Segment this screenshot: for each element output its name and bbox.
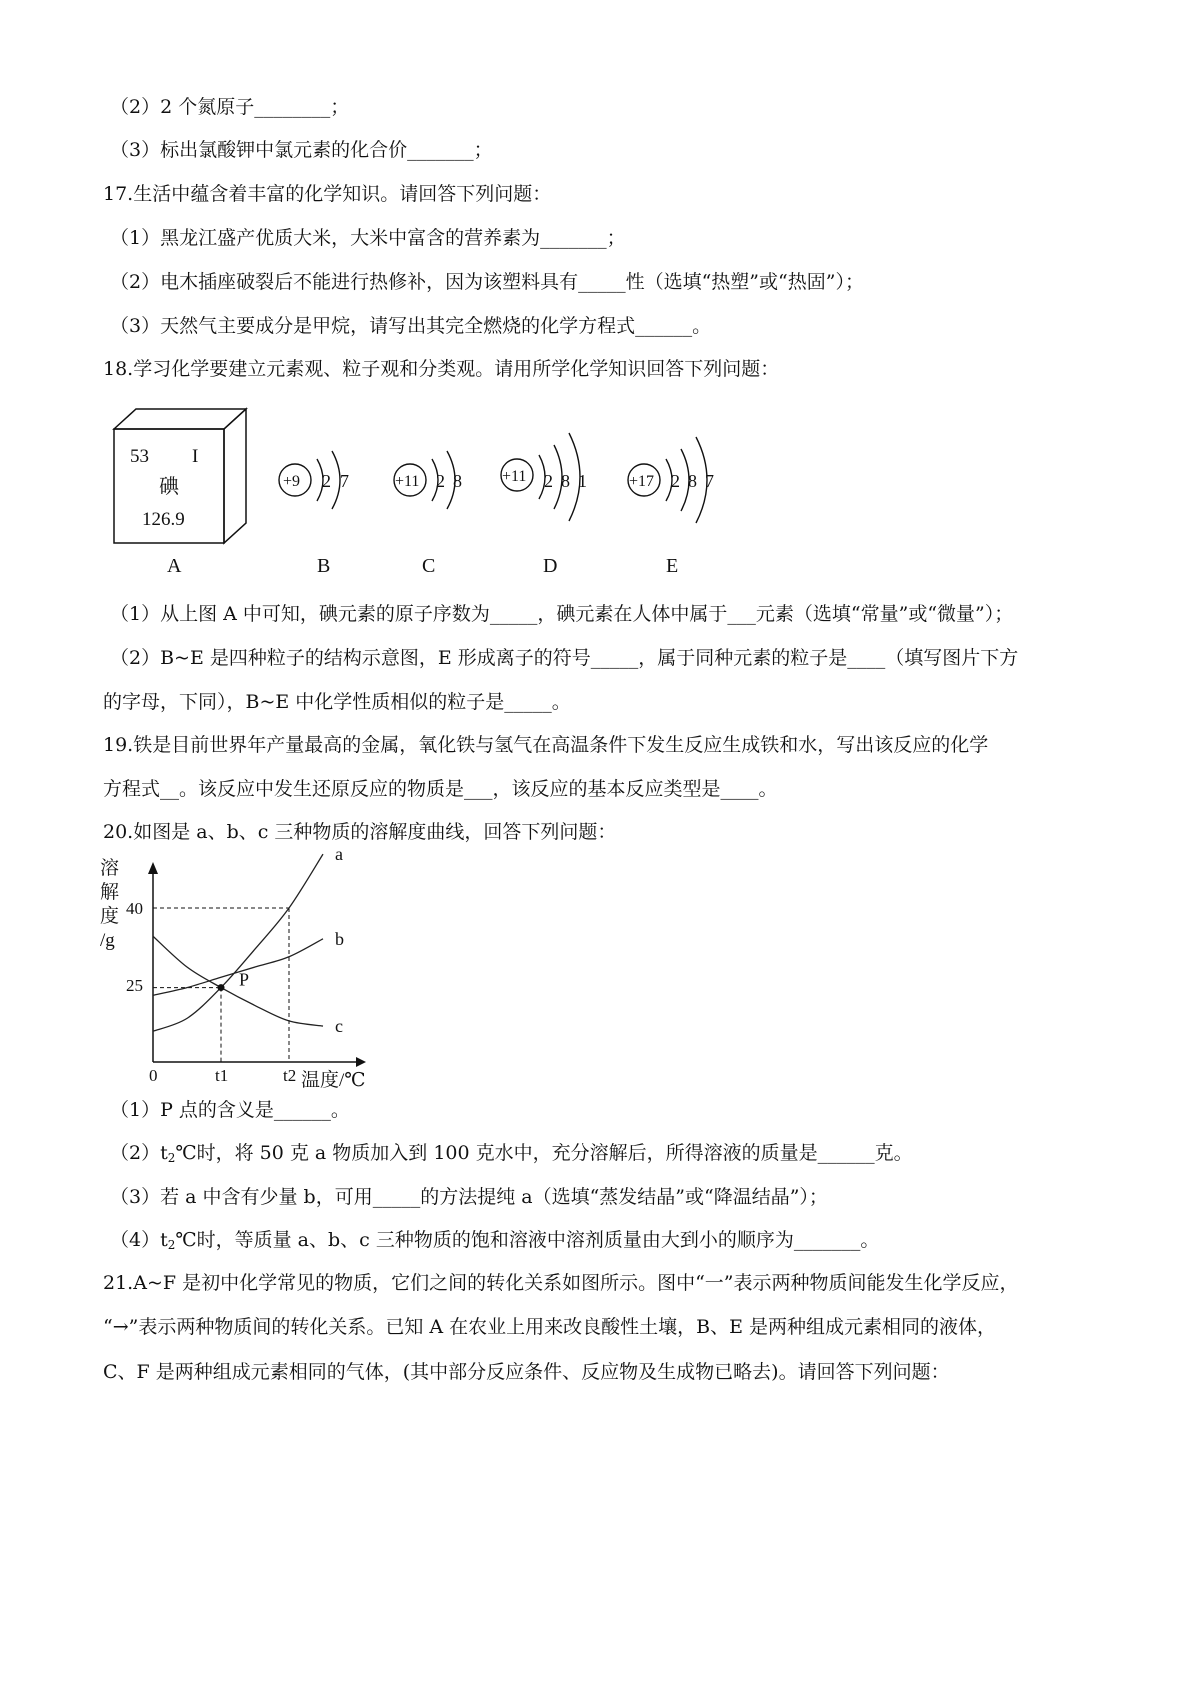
svg-text:7: 7 bbox=[340, 471, 349, 491]
svg-text:+17: +17 bbox=[629, 473, 655, 490]
atom-diagram-c bbox=[394, 451, 462, 509]
curve-label-b: b bbox=[335, 928, 344, 949]
svg-text:2: 2 bbox=[671, 471, 680, 491]
q18-figure bbox=[100, 395, 780, 585]
q18-stem: 18.学习化学要建立元素观、粒子观和分类观。请用所学化学知识回答下列问题： bbox=[103, 358, 780, 380]
y-tick-label: 25 bbox=[126, 976, 143, 995]
q20-part2: $(2)t_2℃$时，将 50 克 a 物质加入到 100 克水中，充分溶解后，所得溶液的质量是______克。 bbox=[110, 1142, 913, 1165]
q21-line2: “→”表示两种物质间的转化关系。已知 A 在农业上用来改良酸性土壤，B、E 是两种组成元素相同的液体， bbox=[103, 1316, 997, 1338]
q17-part2: （2）电木插座破裂后不能进行热修补，因为该塑料具有_____性（选填“热塑”或“热固”）； bbox=[110, 271, 864, 293]
q18-part2-line2: 的字母，下同），B~E 中化学性质相似的粒子是_____。 bbox=[103, 691, 571, 713]
y-axis-label: 度 bbox=[100, 906, 120, 927]
curve-label-c: c bbox=[335, 1016, 343, 1037]
solubility-chart bbox=[98, 850, 398, 1090]
label-b: B bbox=[317, 555, 331, 577]
element-number: 53 bbox=[130, 446, 149, 467]
atom-diagram-e bbox=[628, 437, 714, 523]
element-cell bbox=[114, 409, 246, 543]
curve-c bbox=[153, 936, 323, 1026]
q16-part2: （2）2 个氮原子________； bbox=[110, 96, 350, 118]
y-tick-label: 40 bbox=[126, 899, 143, 918]
svg-text:2: 2 bbox=[436, 471, 445, 491]
curve-label-a: a bbox=[335, 850, 343, 865]
curve-a bbox=[153, 854, 323, 1031]
label-e: E bbox=[666, 555, 679, 577]
svg-text:+11: +11 bbox=[395, 473, 420, 490]
q20-stem: 20.如图是 a、b、c 三种物质的溶解度曲线，回答下列问题： bbox=[103, 821, 617, 843]
y-axis-arrow bbox=[148, 862, 158, 874]
q18-part2-line1: （2）B~E 是四种粒子的结构示意图，E 形成离子的符号_____，属于同种元素的粒子是____（填写图片下方 bbox=[110, 647, 1019, 669]
element-mass: 126.9 bbox=[142, 509, 185, 530]
label-c: C bbox=[422, 555, 436, 577]
x-axis-arrow bbox=[356, 1057, 366, 1067]
svg-text:+9: +9 bbox=[283, 473, 301, 490]
q20-part1: （1）P 点的含义是______。 bbox=[110, 1099, 350, 1121]
q18-part1: （1）从上图 A 中可知，碘元素的原子序数为_____，碘元素在人体中属于___元素（选填“常量”或“微量”）； bbox=[110, 603, 1014, 625]
y-axis-label: 溶 bbox=[100, 858, 120, 879]
svg-text:2: 2 bbox=[322, 471, 331, 491]
q20-part3: （3）若 a 中含有少量 b，可用_____的方法提纯 a（选填“蒸发结晶”或“降温结晶”）； bbox=[110, 1186, 828, 1208]
svg-text:1: 1 bbox=[578, 471, 587, 491]
svg-text:8: 8 bbox=[688, 471, 697, 491]
curve-b bbox=[153, 939, 323, 995]
x-tick-label: t1 bbox=[215, 1066, 229, 1085]
svg-text:+11: +11 bbox=[502, 468, 527, 485]
y-axis-label: /g bbox=[100, 930, 115, 951]
q20-part4: $(4)t_2℃$时，等质量 a、b、c 三种物质的饱和溶液中溶剂质量由大到小的顺序为_______。 bbox=[110, 1229, 880, 1252]
svg-text:2: 2 bbox=[544, 471, 553, 491]
label-d: D bbox=[543, 555, 558, 577]
atom-diagram-d bbox=[501, 433, 587, 521]
svg-text:8: 8 bbox=[453, 471, 462, 491]
element-symbol: I bbox=[192, 446, 199, 467]
q17-part3: （3）天然气主要成分是甲烷，请写出其完全燃烧的化学方程式______。 bbox=[110, 315, 712, 337]
q17-part1: （1）黑龙江盛产优质大米，大米中富含的营养素为_______； bbox=[110, 227, 626, 249]
svg-text:8: 8 bbox=[561, 471, 570, 491]
x-axis-label: 温度/℃ bbox=[301, 1070, 366, 1090]
q21-line3: C、F 是两种组成元素相同的气体，(其中部分反应条件、反应物及生成物已略去)。请回答下列问题： bbox=[103, 1361, 950, 1383]
q19-line1: 19.铁是目前世界年产量最高的金属，氧化铁与氢气在高温条件下发生反应生成铁和水，写出该反应的化学 bbox=[103, 734, 989, 756]
svg-text:7: 7 bbox=[705, 471, 714, 491]
atom-diagram-b bbox=[279, 451, 349, 509]
q16-part3: （3）标出氯酸钾中氯元素的化合价_______； bbox=[110, 139, 493, 161]
label-a: A bbox=[167, 555, 182, 577]
element-name: 碘 bbox=[159, 476, 179, 498]
q19-line2: 方程式__。该反应中发生还原反应的物质是___，该反应的基本反应类型是____。 bbox=[103, 778, 778, 800]
point-p-label: P bbox=[239, 969, 250, 990]
x-tick-label: 0 bbox=[149, 1066, 158, 1085]
q17-stem: 17.生活中蕴含着丰富的化学知识。请回答下列问题： bbox=[103, 183, 552, 205]
y-axis-label: 解 bbox=[100, 882, 120, 903]
point-p bbox=[218, 984, 225, 991]
q21-line1: 21.A~F 是初中化学常见的物质，它们之间的转化关系如图所示。图中“一”表示两种物质间能发生化学反应， bbox=[103, 1272, 1019, 1294]
x-tick-label: t2 bbox=[283, 1066, 297, 1085]
